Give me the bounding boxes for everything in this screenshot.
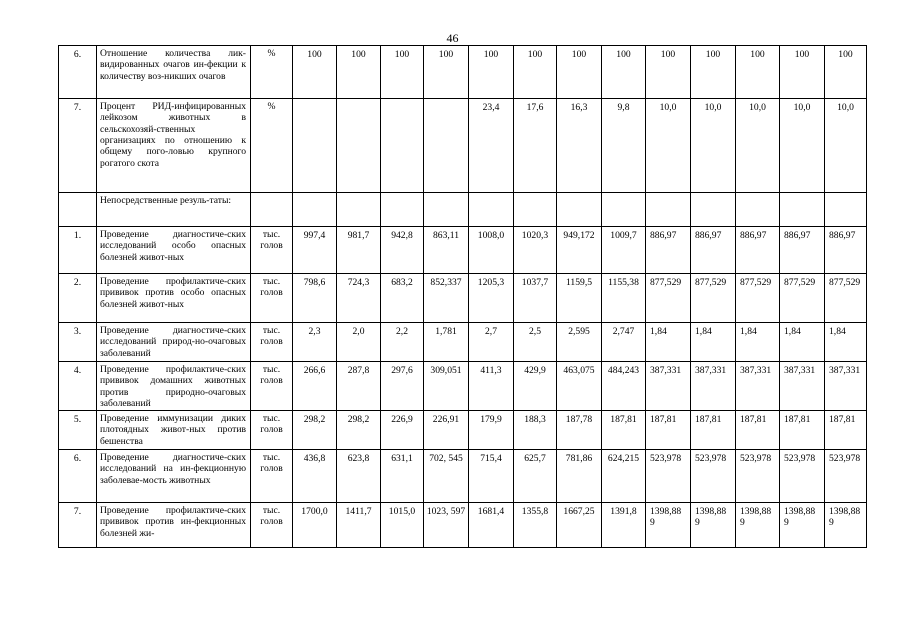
year-value: 100 <box>293 46 337 99</box>
page-number: 46 <box>446 31 459 45</box>
year-value: 981,7 <box>337 227 381 274</box>
year-value <box>469 193 514 227</box>
year-value: 2,747 <box>602 323 646 362</box>
year-value: 1,84 <box>646 323 691 362</box>
year-value: 10,0 <box>780 99 825 193</box>
year-value: 387,331 <box>780 362 825 411</box>
year-value: 266,6 <box>293 362 337 411</box>
year-value: 631,1 <box>381 450 424 503</box>
indicator-name: Отношение количества лик-видированных очагов ин-фекции к количеству воз-никших очагов <box>97 46 251 99</box>
year-value: 226,91 <box>424 411 469 450</box>
year-value: 429,9 <box>514 362 557 411</box>
year-value: 625,7 <box>514 450 557 503</box>
year-value: 949,172 <box>557 227 602 274</box>
unit: тыс. голов <box>251 411 293 450</box>
year-value: 781,86 <box>557 450 602 503</box>
year-value: 23,4 <box>469 99 514 193</box>
unit: тыс. голов <box>251 450 293 503</box>
year-value: 187,81 <box>646 411 691 450</box>
year-value: 877,529 <box>691 274 736 323</box>
year-value: 1398,88 9 <box>646 503 691 548</box>
year-value: 886,97 <box>825 227 867 274</box>
year-value <box>381 99 424 193</box>
indicator-name: Проведение профилактиче-ских прививок против особо опасных болезней живот-ных <box>97 274 251 323</box>
year-value: 187,81 <box>602 411 646 450</box>
year-value: 100 <box>514 46 557 99</box>
year-value: 10,0 <box>825 99 867 193</box>
year-value: 100 <box>780 46 825 99</box>
table-row <box>59 99 867 193</box>
row-number: 7. <box>59 99 97 193</box>
year-value: 1411,7 <box>337 503 381 548</box>
indicator-name: Процент РИД-инфицированных лейкозом животных в сельскохозяй-ственных организациях по отношению к общему пого-ловью крупного рогатого скота <box>97 99 251 193</box>
table-row <box>59 411 867 450</box>
year-value: 702, 545 <box>424 450 469 503</box>
year-value: 724,3 <box>337 274 381 323</box>
unit <box>251 193 293 227</box>
year-value: 100 <box>825 46 867 99</box>
unit: тыс. голов <box>251 503 293 548</box>
year-value: 886,97 <box>780 227 825 274</box>
unit: % <box>251 46 293 99</box>
year-value: 877,529 <box>780 274 825 323</box>
year-value: 886,97 <box>691 227 736 274</box>
year-value: 10,0 <box>691 99 736 193</box>
year-value <box>602 193 646 227</box>
table-row <box>59 274 867 323</box>
year-value: 1,84 <box>780 323 825 362</box>
year-value: 715,4 <box>469 450 514 503</box>
year-value: 863,11 <box>424 227 469 274</box>
year-value: 1015,0 <box>381 503 424 548</box>
unit: тыс. голов <box>251 227 293 274</box>
year-value: 387,331 <box>736 362 780 411</box>
year-value: 1009,7 <box>602 227 646 274</box>
row-number: 5. <box>59 411 97 450</box>
year-value: 1398,88 9 <box>825 503 867 548</box>
year-value: 886,97 <box>646 227 691 274</box>
year-value: 523,978 <box>646 450 691 503</box>
year-value: 100 <box>381 46 424 99</box>
year-value: 16,3 <box>557 99 602 193</box>
year-value: 2,5 <box>514 323 557 362</box>
year-value: 1398,88 9 <box>736 503 780 548</box>
year-value: 484,243 <box>602 362 646 411</box>
year-value: 523,978 <box>825 450 867 503</box>
year-value: 100 <box>691 46 736 99</box>
row-number: 4. <box>59 362 97 411</box>
unit: тыс. голов <box>251 362 293 411</box>
year-value <box>691 193 736 227</box>
year-value: 1391,8 <box>602 503 646 548</box>
year-value: 187,81 <box>691 411 736 450</box>
year-value: 1008,0 <box>469 227 514 274</box>
year-value: 877,529 <box>646 274 691 323</box>
year-value: 1037,7 <box>514 274 557 323</box>
table-row <box>59 503 867 548</box>
indicators-table <box>58 45 867 548</box>
year-value: 187,81 <box>736 411 780 450</box>
year-value <box>337 193 381 227</box>
year-value <box>514 193 557 227</box>
year-value <box>424 99 469 193</box>
row-number: 6. <box>59 46 97 99</box>
year-value: 523,978 <box>691 450 736 503</box>
year-value: 187,81 <box>825 411 867 450</box>
year-value: 1023, 597 <box>424 503 469 548</box>
year-value: 298,2 <box>337 411 381 450</box>
year-value <box>293 193 337 227</box>
table-row <box>59 46 867 99</box>
year-value: 523,978 <box>736 450 780 503</box>
year-value: 100 <box>736 46 780 99</box>
year-value <box>424 193 469 227</box>
year-value: 1681,4 <box>469 503 514 548</box>
row-number: 6. <box>59 450 97 503</box>
year-value <box>337 99 381 193</box>
year-value: 877,529 <box>825 274 867 323</box>
year-value: 523,978 <box>780 450 825 503</box>
year-value: 1700,0 <box>293 503 337 548</box>
year-value: 2,7 <box>469 323 514 362</box>
year-value: 187,81 <box>780 411 825 450</box>
year-value: 1,84 <box>691 323 736 362</box>
year-value: 100 <box>469 46 514 99</box>
year-value: 100 <box>646 46 691 99</box>
year-value: 1,84 <box>825 323 867 362</box>
table-row <box>59 362 867 411</box>
year-value: 298,2 <box>293 411 337 450</box>
year-value: 387,331 <box>825 362 867 411</box>
year-value: 188,3 <box>514 411 557 450</box>
unit: тыс. голов <box>251 274 293 323</box>
year-value <box>736 193 780 227</box>
unit: % <box>251 99 293 193</box>
year-value <box>646 193 691 227</box>
year-value <box>825 193 867 227</box>
indicator-name: Проведение иммунизации диких плотоядных живот-ных против бешенства <box>97 411 251 450</box>
year-value: 1,84 <box>736 323 780 362</box>
year-value: 10,0 <box>646 99 691 193</box>
year-value: 100 <box>337 46 381 99</box>
year-value: 309,051 <box>424 362 469 411</box>
year-value: 387,331 <box>646 362 691 411</box>
table-row <box>59 323 867 362</box>
year-value: 17,6 <box>514 99 557 193</box>
year-value: 624,215 <box>602 450 646 503</box>
year-value: 287,8 <box>337 362 381 411</box>
year-value: 942,8 <box>381 227 424 274</box>
year-value: 683,2 <box>381 274 424 323</box>
row-number: 1. <box>59 227 97 274</box>
year-value: 9,8 <box>602 99 646 193</box>
year-value: 1155,38 <box>602 274 646 323</box>
year-value: 877,529 <box>736 274 780 323</box>
indicator-name: Непосредственные резуль-таты: <box>97 193 251 227</box>
year-value: 997,4 <box>293 227 337 274</box>
year-value: 1667,25 <box>557 503 602 548</box>
row-number: 3. <box>59 323 97 362</box>
year-value: 411,3 <box>469 362 514 411</box>
year-value: 852,337 <box>424 274 469 323</box>
year-value <box>780 193 825 227</box>
year-value: 387,331 <box>691 362 736 411</box>
indicator-name: Проведение профилактиче-ских прививок против ин-фекционных болезней жи- <box>97 503 251 548</box>
year-value: 886,97 <box>736 227 780 274</box>
year-value: 187,78 <box>557 411 602 450</box>
year-value: 1398,88 9 <box>691 503 736 548</box>
table-row <box>59 450 867 503</box>
table-row <box>59 193 867 227</box>
indicator-name: Проведение диагностиче-ских исследований природ-но-очаговых заболеваний <box>97 323 251 362</box>
unit: тыс. голов <box>251 323 293 362</box>
row-number <box>59 193 97 227</box>
year-value: 1398,88 9 <box>780 503 825 548</box>
row-number: 2. <box>59 274 97 323</box>
year-value: 436,8 <box>293 450 337 503</box>
year-value: 100 <box>557 46 602 99</box>
year-value: 798,6 <box>293 274 337 323</box>
year-value: 2,0 <box>337 323 381 362</box>
year-value: 1205,3 <box>469 274 514 323</box>
year-value: 297,6 <box>381 362 424 411</box>
year-value: 623,8 <box>337 450 381 503</box>
year-value: 226,9 <box>381 411 424 450</box>
year-value: 10,0 <box>736 99 780 193</box>
year-value: 1020,3 <box>514 227 557 274</box>
indicator-name: Проведение диагностиче-ских исследований на ин-фекционную заболевае-мость животных <box>97 450 251 503</box>
year-value <box>557 193 602 227</box>
year-value: 179,9 <box>469 411 514 450</box>
year-value: 100 <box>602 46 646 99</box>
year-value <box>381 193 424 227</box>
row-number: 7. <box>59 503 97 548</box>
table-row <box>59 227 867 274</box>
year-value: 463,075 <box>557 362 602 411</box>
year-value: 1,781 <box>424 323 469 362</box>
indicator-name: Проведение профилактиче-ских прививок домашних животных против природно-очаговых заболеваний <box>97 362 251 411</box>
year-value: 1355,8 <box>514 503 557 548</box>
indicator-name: Проведение диагностиче-ских исследований особо опасных болезней живот-ных <box>97 227 251 274</box>
year-value <box>293 99 337 193</box>
year-value: 100 <box>424 46 469 99</box>
year-value: 2,595 <box>557 323 602 362</box>
year-value: 2,3 <box>293 323 337 362</box>
year-value: 2,2 <box>381 323 424 362</box>
year-value: 1159,5 <box>557 274 602 323</box>
